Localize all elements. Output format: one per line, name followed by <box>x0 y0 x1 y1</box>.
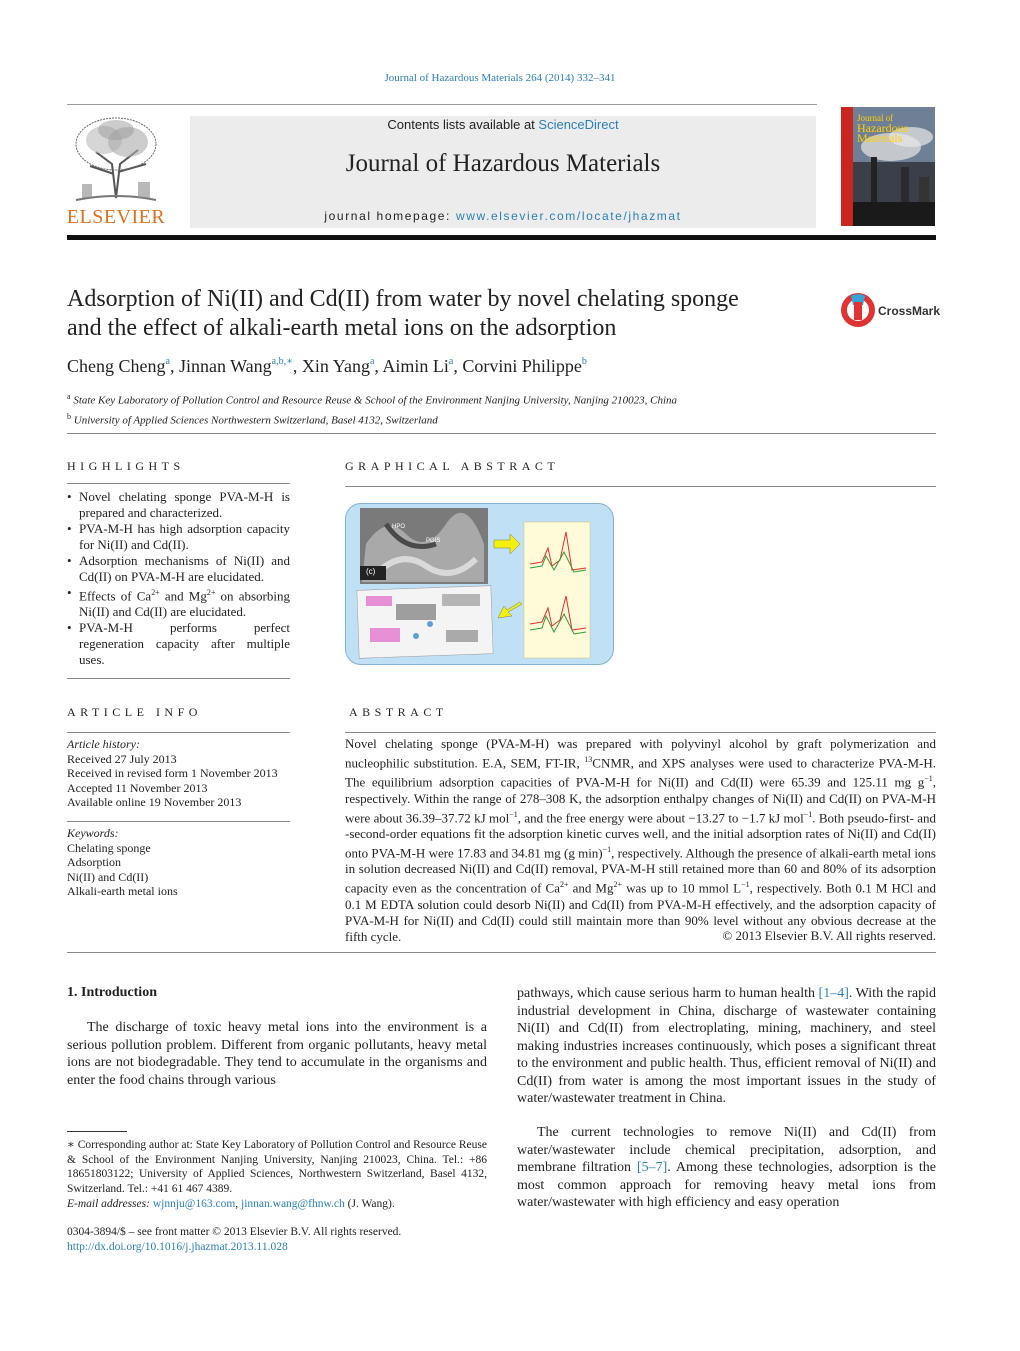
crossmark-icon <box>840 292 876 328</box>
front-matter <box>67 1225 487 1255</box>
journal-citation[interactable]: Journal of Hazardous Materials 264 (2014) 332–341 <box>384 72 616 84</box>
article-title <box>67 285 817 343</box>
revised-date: Received in revised form 1 November 2013 <box>67 766 278 780</box>
author[interactable]: Xin Yang$^a$, <box>301 356 383 376</box>
cover-title <box>857 113 908 143</box>
homepage-link[interactable]: www.elsevier.com/locate/jhazmat <box>455 209 682 223</box>
highlights-list <box>67 489 290 668</box>
sem-panel-label: (c) <box>366 567 376 576</box>
sem-label-hpo: HPO <box>392 524 406 530</box>
keywords-rule <box>67 821 290 822</box>
online-date: Available online 19 November 2013 <box>67 795 242 809</box>
affiliation-b: $^b$ University of Applied Sciences Northwestern Switzerland, Basel 4132, Switzerland <box>67 411 438 427</box>
abstract-text: Novel chelating sponge (PVA-M-H) was prepared with polyvinyl alcohol by graft polymerization and nucleophilic substitution. E.A, SEM, FT-IR, $^{13}$CNMR, and XPS analyses were used to characterize PVA-M-H. The equilibrium adsorption capacities of PVA-M-H for Ni(II) and Cd(II) were 65.39 and 125.11 mg $g^{-1}$, respectively. Within the range of 278–308 K, the adsorption enthalpy changes of Ni(II) and Cd(II) on PVA-M-H were about 36.39–37.72 kJ mol$^{-1}$, and the free energy were about −13.27 to −1.7 kJ mol$^{-1}$. Both pseudo-first- and -second-order equations fit the adsorption kinetic curves well, and the initial adsorption rates of Ni(II) and Cd(II) onto PVA-M-H were 17.83 and 34.81 mg (g min)$^{-1}$, respectively. Although the presence of alkali-earth metal ions in solution decreased Ni(II) and Cd(II) removal, PVA-M-H still retained more than 60 and 80% of its adsorption capacity even as the concentration of $Ca^{2+}$ and $Mg^{2+}$ was up to 10 mmol $L^{-1}$, respectively. Both 0.1 M HCl and 0.1 M EDTA solution could desorb Ni(II) and Cd(II) from PVA-M-H effectively, and the adsorption capacity of PVA-M-H for Ni(II) and Cd(II) could still maintain more than 90% level without any obvious decrease at the fifth cycle. <box>345 736 937 944</box>
graphical-abstract-rule <box>345 486 936 487</box>
highlight-item: • Novel chelating sponge PVA-M-H is prepared and characterized. <box>67 489 290 521</box>
issn-line: 0304-3894/$ – see front matter © 2013 Elsevier B.V. All rights reserved. <box>67 1226 402 1238</box>
affiliation-a: $^a$ State Key Laboratory of Pollution Control and Resource Reuse & School of the Environment Nanjing University, Nanjing 210023, China <box>67 392 678 407</box>
journal-cover-image[interactable] <box>841 107 935 226</box>
author[interactable]: Corvini Philippe$^b$ <box>462 356 587 376</box>
abstract-rule <box>345 732 936 733</box>
author[interactable]: Aimin Li$^a$, <box>382 356 463 376</box>
elsevier-wordmark: ELSEVIER <box>66 206 166 228</box>
doi-link[interactable]: http://dx.doi.org/10.1016/j.jhazmat.2013.11.028 <box>67 1241 288 1253</box>
intro-paragraph-left: The discharge of toxic heavy metal ions into the environment is a serious pollution problem. Different from organic pollutants, heavy metal ions are not biodegradable. They tend to accumulate in the organisms and enter the food chains through various <box>67 1020 487 1088</box>
journal-title: Journal of Hazardous Materials <box>345 150 661 177</box>
journal-homepage <box>190 209 816 223</box>
sem-label-pgis: PGIS <box>426 538 441 544</box>
highlight-item: • PVA-M-H performs perfect regeneration capacity after multiple uses. <box>67 620 290 668</box>
sciencedirect-link[interactable]: ScienceDirect <box>538 117 619 132</box>
crossmark-label: CrossMark <box>878 304 941 318</box>
keyword: Chelating sponge <box>67 840 151 855</box>
abstract-heading: ABSTRACT <box>349 705 448 719</box>
cover-title-1: Journal of <box>857 113 894 123</box>
graphical-abstract-figure[interactable] <box>345 503 614 665</box>
keywords <box>67 826 290 899</box>
header-divider <box>67 104 817 105</box>
accepted-date: Accepted 11 November 2013 <box>67 780 208 795</box>
footnotes <box>67 1138 487 1212</box>
contents-prefix: Contents lists available at <box>387 117 539 132</box>
article-info-heading: ARTICLE INFO <box>67 705 202 719</box>
article-history <box>67 737 290 810</box>
received-date: Received 27 July 2013 <box>67 751 177 766</box>
cover-title-2: Hazardous <box>857 121 909 135</box>
highlights-rule <box>67 483 290 484</box>
contents-line <box>190 117 816 132</box>
introduction-heading: 1. Introduction <box>67 985 157 1000</box>
title-divider <box>67 433 936 434</box>
intro-paragraph-right-1: pathways, which cause serious harm to human health [1–4]. With the rapid industrial development in China, discharge of wastewater containing Ni(II) and Cd(II) from electroplating, mining, machinery, and steel making industries increases continuously, which poses a significant threat to the environment and public health. Thus, efficient removal of Ni(II) and Cd(II) from water is among the most important issues in the study of water/wastewater treatment in China. <box>517 986 936 1106</box>
graphical-abstract-illustration <box>346 504 613 664</box>
elsevier-logo <box>66 114 166 229</box>
keyword: Ni(II) and Cd(II) <box>67 869 149 884</box>
keywords-label: Keywords: <box>67 826 119 840</box>
intro-paragraph-right-2: The current technologies to remove Ni(II) and Cd(II) from water/wastewater include chemical precipitation, adsorption, and membrane filtration [5–7]. Among these technologies, adsorption is the most common approach for removing heavy metal ions from water/wastewater with high efficiency and easy operation <box>517 1125 937 1210</box>
highlights-heading: HIGHLIGHTS <box>67 459 185 473</box>
article-title-line-2: and the effect of alkali-earth metal ions on the adsorption <box>67 315 617 341</box>
highlights-bottom-rule <box>67 678 290 679</box>
article-info-rule <box>67 732 290 733</box>
footnote-rule <box>67 1131 127 1132</box>
keyword: Alkali-earth metal ions <box>67 884 178 898</box>
author[interactable]: Cheng Cheng$^a$, <box>67 356 179 376</box>
email-link[interactable]: jinnan.wang@fhnw.ch <box>241 1198 345 1210</box>
affiliations <box>67 389 677 428</box>
email-line: E-mail addresses: wjnnju@163.com, jinnan.wang@fhnw.ch (J. Wang). <box>67 1198 395 1210</box>
author-list <box>67 356 587 377</box>
header-thick-rule <box>67 235 936 240</box>
reference-link[interactable]: [1–4] <box>818 986 849 1001</box>
keyword: Adsorption <box>67 855 121 869</box>
reference-link[interactable]: [5–7] <box>636 1160 668 1175</box>
crossmark-badge[interactable] <box>840 290 940 330</box>
graphical-abstract-heading: GRAPHICAL ABSTRACT <box>345 459 560 473</box>
abstract-bottom-rule <box>67 952 936 953</box>
highlight-item: • PVA-M-H has high adsorption capacity for Ni(II) and Cd(II). <box>67 521 290 553</box>
cover-title-3: Materials <box>857 131 903 145</box>
author[interactable]: Jinnan Wang$^{a,b,∗}$, <box>178 356 302 376</box>
corresponding-author-note: ∗ Corresponding author at: State Key Laboratory of Pollution Control and Resource Reuse & School of the Environment Nanjing University, Nanjing 210023, China. Tel.: +86 18651803122; University of Applied Sciences, Northwestern Switzerland, Basel 4132, Switzerland. Tel.: +41 61 467 4389. <box>67 1139 487 1195</box>
history-label: Article history: <box>67 737 140 751</box>
abstract-copyright: © 2013 Elsevier B.V. All rights reserved. <box>722 928 936 943</box>
homepage-prefix: journal homepage: <box>324 209 456 223</box>
highlight-item: • Effects of $Ca^{2+}$ and $Mg^{2+}$ on absorbing Ni(II) and Cd(II) are elucidated. <box>67 585 290 620</box>
highlight-item: • Adsorption mechanisms of Ni(II) and Cd(II) on PVA-M-H are elucidated. <box>67 553 290 585</box>
email-link[interactable]: wjnnju@163.com <box>152 1198 236 1210</box>
article-title-line-1: Adsorption of Ni(II) and Cd(II) from water by novel chelating sponge <box>67 286 739 312</box>
